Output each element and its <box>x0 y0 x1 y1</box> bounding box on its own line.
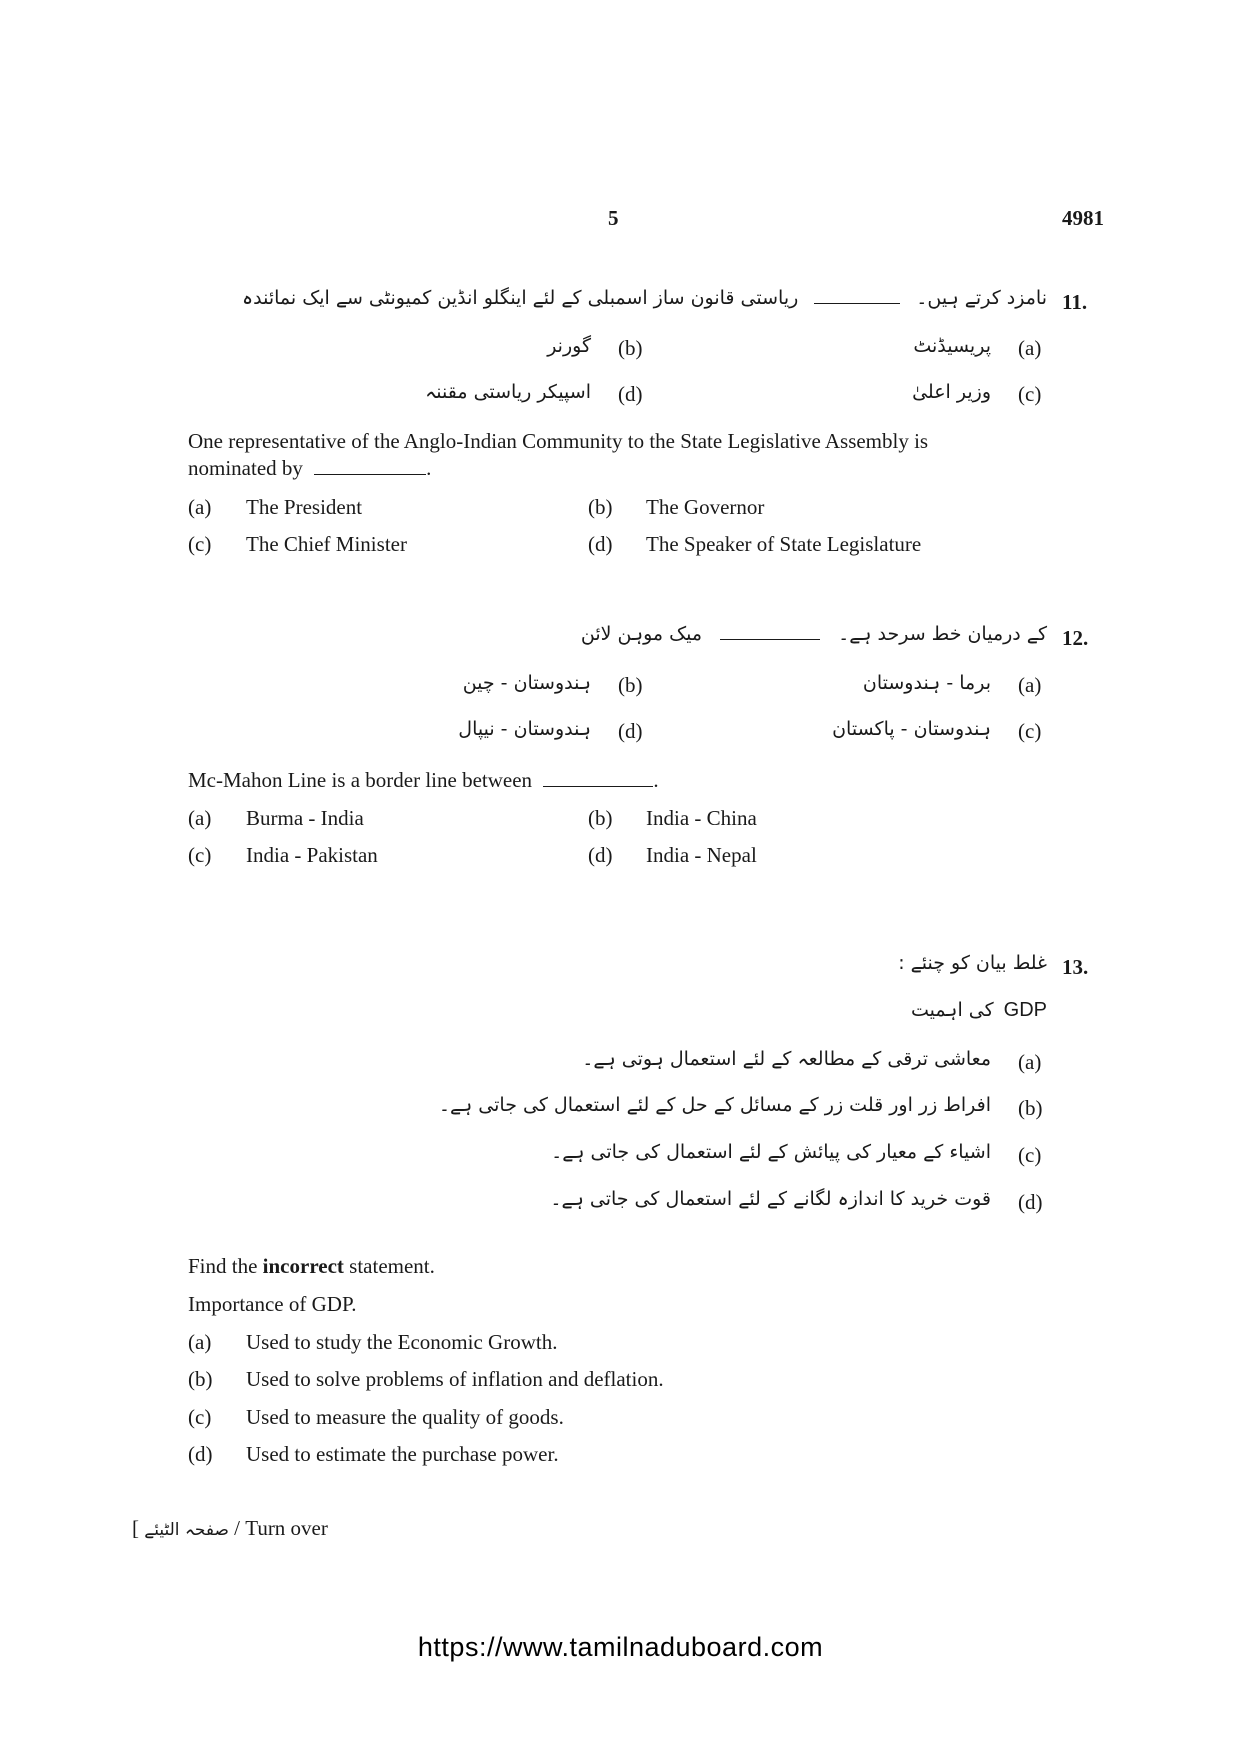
question-13-english-subheading: Importance of GDP. <box>188 1292 357 1316</box>
q12-option-a-label: (a) <box>188 806 212 830</box>
gdp-term: GDP <box>1003 999 1047 1021</box>
question-11-urdu-stem <box>242 287 1047 309</box>
turn-over-english: / Turn over <box>234 1516 328 1540</box>
q12-option-c: India - Pakistan <box>246 843 378 867</box>
q11-urdu-option-c-label: (c) <box>1018 382 1042 406</box>
q13-option-d-label: (d) <box>188 1442 213 1466</box>
q11-urdu-option-b: گورنر <box>547 335 591 357</box>
q11-option-d: The Speaker of State Legislature <box>646 532 922 556</box>
question-11-urdu-stem-start: ریاستی قانون ساز اسمبلی کے لئے اینگلو انڈین کمیونٹی سے ایک نمائندہ <box>241 287 799 309</box>
q12-urdu-option-a: برما - ہندوستان <box>862 672 991 694</box>
question-11-number: 11. <box>1062 290 1088 314</box>
q11-urdu-option-a-label: (a) <box>1018 336 1042 360</box>
turn-over-note: [ صفحہ الٹیئے / Turn over <box>132 1516 328 1540</box>
q13-option-a-label: (a) <box>188 1330 212 1354</box>
q12-urdu-option-b: ہندوستان - چین <box>462 672 591 694</box>
question-12-urdu-stem <box>581 623 1047 645</box>
emphasis-incorrect: incorrect <box>262 1254 344 1278</box>
question-12-urdu-stem-start: میک موہن لائن <box>580 623 703 645</box>
q13-option-a: Used to study the Economic Growth. <box>246 1330 558 1354</box>
q11-urdu-option-d-label: (d) <box>618 382 643 406</box>
q11-option-b: The Governor <box>646 495 765 519</box>
q13-option-d: Used to estimate the purchase power. <box>246 1442 559 1466</box>
q13-option-b: Used to solve problems of inflation and deflation. <box>246 1367 664 1391</box>
q12-urdu-option-d-label: (d) <box>618 719 643 743</box>
q12-urdu-option-a-label: (a) <box>1018 673 1042 697</box>
q12-urdu-option-c: ہندوستان - پاکستان <box>832 718 991 740</box>
question-13-urdu-subheading <box>911 999 1047 1022</box>
q13-urdu-option-a-label: (a) <box>1018 1050 1042 1074</box>
q13-urdu-option-a: معاشی ترقی کے مطالعہ کے لئے استعمال ہوتی ہے۔ <box>582 1048 991 1070</box>
q13-urdu-option-b: افراط زر اور قلت زر کے مسائل کے حل کے لئے استعمال کی جاتی ہے۔ <box>438 1094 991 1116</box>
q12-option-d-label: (d) <box>588 843 613 867</box>
q11-urdu-option-d: اسپیکر ریاستی مقننہ <box>425 381 591 403</box>
question-13-urdu-stem: غلط بیان کو چنئے : <box>898 952 1047 974</box>
q12-urdu-option-d: ہندوستان - نیپال <box>458 718 591 740</box>
q11-urdu-option-b-label: (b) <box>618 336 643 360</box>
answer-blank <box>314 458 426 475</box>
q12-option-a: Burma - India <box>246 806 364 830</box>
q13-urdu-option-c-label: (c) <box>1018 1143 1042 1167</box>
question-12-urdu-stem-end: کے درمیان خط سرحد ہے۔ <box>838 623 1047 645</box>
q11-urdu-option-c: وزیر اعلیٰ <box>912 381 991 403</box>
q13-urdu-option-d-label: (d) <box>1018 1190 1043 1214</box>
answer-blank <box>814 287 900 304</box>
website-url[interactable]: https://www.tamilnaduboard.com <box>417 1632 824 1662</box>
question-11-urdu-stem-end: نامزد کرتے ہیں۔ <box>916 287 1047 309</box>
page-number: 5 <box>608 206 619 230</box>
q11-option-d-label: (d) <box>588 532 613 556</box>
answer-blank <box>720 623 820 640</box>
paper-code: 4981 <box>1062 206 1104 230</box>
q13-option-c: Used to measure the quality of goods. <box>246 1405 564 1429</box>
q13-option-c-label: (c) <box>188 1405 212 1429</box>
q11-urdu-option-a: پریسیڈنٹ <box>913 335 991 357</box>
q11-option-a-label: (a) <box>188 495 212 519</box>
turn-over-urdu: صفحہ الٹیئے <box>144 1520 229 1540</box>
q12-option-c-label: (c) <box>188 843 212 867</box>
q12-option-b: India - China <box>646 806 757 830</box>
q11-option-c: The Chief Minister <box>246 532 407 556</box>
q11-option-a: The President <box>246 495 363 519</box>
q13-urdu-option-d: قوت خرید کا اندازہ لگانے کے لئے استعمال کی جاتی ہے۔ <box>550 1188 991 1210</box>
q12-urdu-option-b-label: (b) <box>618 673 643 697</box>
question-13-number: 13. <box>1062 955 1089 979</box>
q13-urdu-option-b-label: (b) <box>1018 1096 1043 1120</box>
q12-urdu-option-c-label: (c) <box>1018 719 1042 743</box>
question-11-english-stem: One representative of the Anglo-Indian Community to the State Legislative Assembly is nominated by . <box>188 429 929 480</box>
q13-option-b-label: (b) <box>188 1367 213 1391</box>
q12-option-b-label: (b) <box>588 806 613 830</box>
answer-blank <box>543 770 653 787</box>
question-13-urdu-subheading-text: کی اہمیت <box>910 999 994 1021</box>
q11-option-c-label: (c) <box>188 532 212 556</box>
q13-urdu-option-c: اشیاء کے معیار کی پیائش کے لئے استعمال کی جاتی ہے۔ <box>551 1141 991 1163</box>
q12-option-d: India - Nepal <box>646 843 757 867</box>
question-13-english-stem: Find the incorrect statement. <box>188 1254 435 1278</box>
question-12-english-stem: Mc-Mahon Line is a border line between . <box>188 768 659 792</box>
q11-option-b-label: (b) <box>588 495 613 519</box>
question-12-number: 12. <box>1062 626 1089 650</box>
